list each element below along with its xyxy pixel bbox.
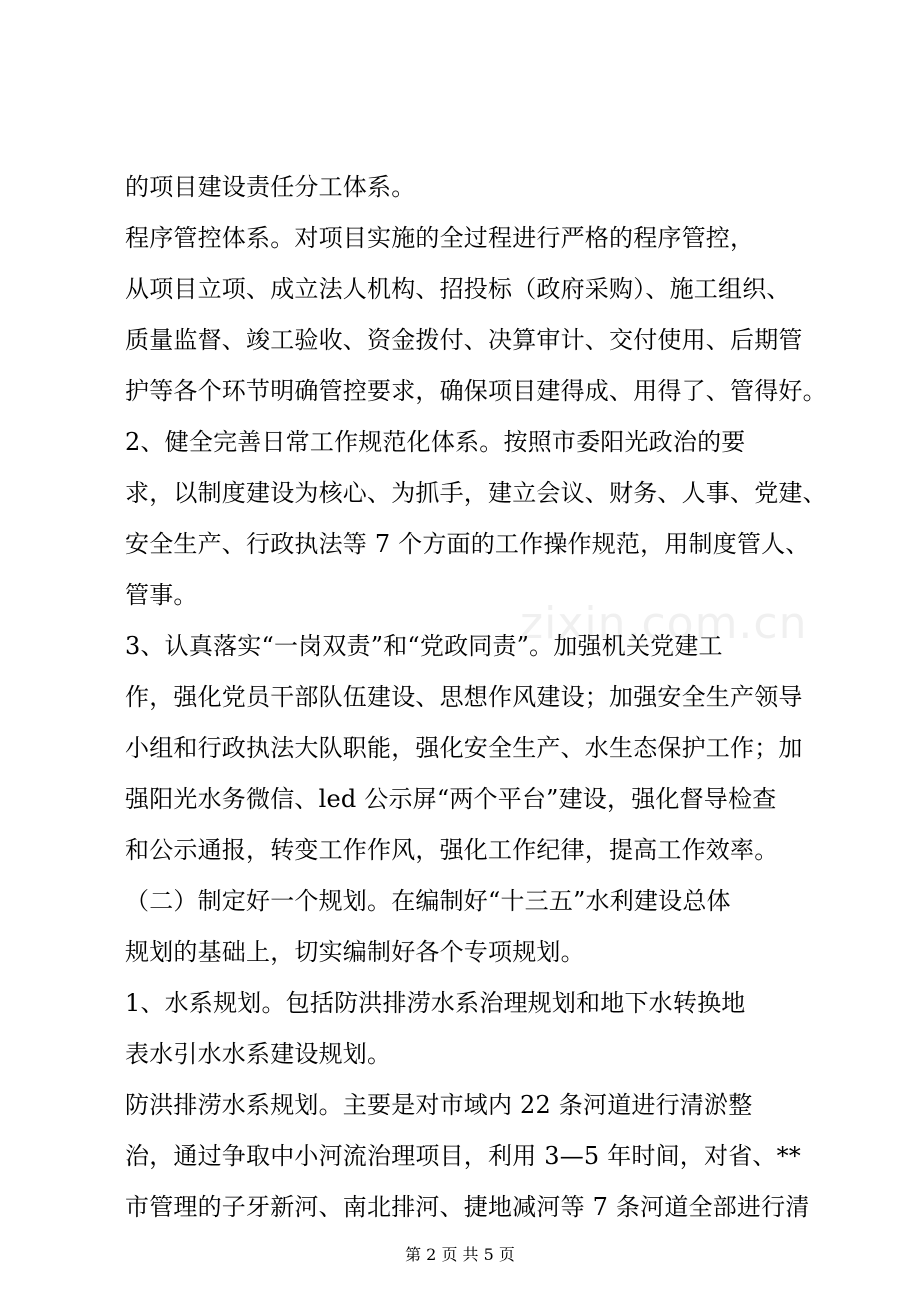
text-line: 1、水系规划。包括防洪排涝水系治理规划和地下水转换地 [125, 989, 746, 1017]
text-line: 2、健全完善日常工作规范化体系。按照市委阳光政治的要 [125, 428, 746, 456]
text-line: 规划的基础上，切实编制好各个专项规划。 [125, 938, 585, 966]
text-line: 市管理的子牙新河、南北排河、捷地减河等 7 条河道全部进行清 [125, 1193, 810, 1221]
text-line: 程序管控体系。对项目实施的全过程进行严格的程序管控， [125, 224, 755, 252]
text-line: 的项目建设责任分工体系。 [125, 173, 416, 201]
text-line: 作，强化党员干部队伍建设、思想作风建设；加强安全生产领导 [125, 683, 803, 711]
text-line: 护等各个环节明确管控要求，确保项目建得成、用得了、管得好。 [125, 377, 827, 405]
text-line: （二）制定好一个规划。在编制好“十三五”水利建设总体 [125, 887, 731, 915]
text-line: 治，通过争取中小河流治理项目，利用 3—5 年时间，对省、** [125, 1142, 801, 1170]
text-line: 安全生产、行政执法等 7 个方面的工作操作规范，用制度管人、 [125, 530, 810, 558]
watermark: zixin.com.cn [520, 598, 808, 649]
page-footer: 第 2 页 共 5 页 [405, 1245, 515, 1264]
text-line: 质量监督、竣工验收、资金拨付、决算审计、交付使用、后期管 [125, 326, 803, 354]
text-line: 3、认真落实“一岗双责”和“党政同责”。加强机关党建工 [125, 632, 723, 660]
text-line: 和公示通报，转变工作作风，强化工作纪律，提高工作效率。 [125, 836, 779, 864]
text-line: 防洪排涝水系规划。主要是对市域内 22 条河道进行清淤整 [125, 1091, 753, 1119]
text-line: 从项目立项、成立法人机构、招投标（政府采购）、施工组织、 [125, 275, 791, 303]
text-line: 求，以制度建设为核心、为抓手，建立会议、财务、人事、党建、 [125, 479, 827, 507]
text-line: 小组和行政执法大队职能，强化安全生产、水生态保护工作；加 [125, 734, 803, 762]
text-line: 管事。 [125, 581, 198, 609]
text-line: 强阳光水务微信、led 公示屏“两个平台”建设，强化督导检查 [125, 785, 777, 813]
text-line: 表水引水水系建设规划。 [125, 1040, 392, 1068]
